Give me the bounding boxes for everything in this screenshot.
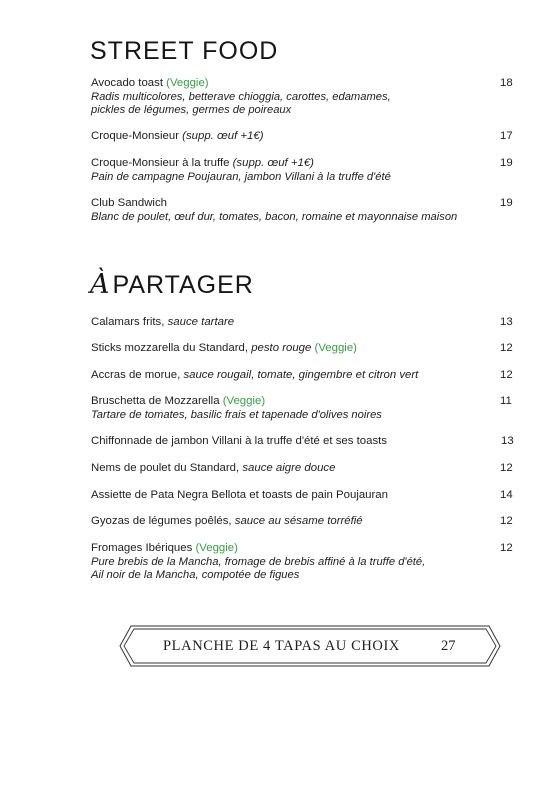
menu-item-sticks-mozzarella [91, 342, 515, 356]
item-name: Calamars frits, [91, 316, 165, 328]
item-note: sauce rougail, tomate, gingembre et citron vert [183, 369, 419, 381]
banner-label: PLANCHE DE 4 TAPAS AU CHOIX [163, 638, 400, 654]
veggie-tag: (Veggie) [222, 395, 266, 407]
menu-item-nems [91, 462, 515, 476]
item-name: Croque-Monsieur à la truffe [91, 157, 230, 169]
item-note: (supp. œuf +1€) [182, 130, 264, 142]
veggie-tag: (Veggie) [314, 342, 357, 354]
item-price: 17 [500, 130, 513, 142]
item-note: sauce aigre douce [242, 462, 336, 474]
item-description: Pain de campagne Poujauran, jambon Villani à la truffe d'été [91, 170, 391, 183]
menu-item-pata-negra [91, 489, 515, 503]
menu-item-accras [91, 369, 515, 383]
item-description: Radis multicolores, betterave chioggia, carottes, edamames, [91, 90, 391, 103]
item-price: 19 [500, 157, 513, 169]
menu-item-fromages [91, 542, 515, 583]
veggie-tag: (Veggie) [195, 542, 238, 554]
item-description: Blanc de poulet, œuf dur, tomates, bacon, romaine et mayonnaise maison [91, 210, 458, 223]
menu-item-gyozas [91, 515, 515, 529]
item-description: Tartare de tomates, basilic frais et tapenade d'olives noires [91, 408, 382, 421]
item-price: 18 [500, 77, 513, 89]
item-price: 12 [500, 515, 513, 527]
item-name: Sticks mozzarella du Standard, [91, 342, 249, 354]
item-name: Chiffonnade de jambon Villani à la truffe d'été et ses toasts [91, 435, 387, 447]
item-note: pesto rouge [251, 342, 312, 354]
menu-item-club-sandwich [91, 197, 515, 224]
item-price: 12 [500, 342, 513, 354]
item-price: 12 [500, 369, 513, 381]
item-description: Ail noir de la Mancha, compotée de figues [91, 569, 300, 581]
section-title-street-food: STREET FOOD [90, 37, 279, 65]
item-price: 13 [500, 316, 513, 328]
item-note: sauce au sésame torréfié [234, 515, 363, 527]
tapas-banner [119, 625, 501, 667]
item-description: pickles de légumes, germes de poireaux [91, 104, 292, 116]
title-accent-letter: À [90, 269, 111, 300]
menu-item-croque-monsieur [91, 130, 515, 144]
menu-item-calamars [91, 316, 515, 330]
item-name: Club Sandwich [91, 197, 167, 209]
veggie-tag: (Veggie) [166, 77, 209, 89]
menu-item-croque-truffe [91, 157, 515, 184]
item-name: Bruschetta de Mozzarella [91, 395, 220, 407]
item-name: Accras de morue, [91, 369, 181, 381]
item-price: 12 [500, 462, 513, 474]
banner-price: 27 [441, 638, 456, 654]
item-name: Fromages Ibériques [91, 542, 193, 554]
item-name: Gyozas de légumes poêlés, [91, 515, 232, 527]
item-price: 12 [500, 542, 513, 554]
item-price: 14 [500, 489, 513, 501]
menu-item-avocado-toast [91, 77, 515, 118]
item-name: Croque-Monsieur [91, 130, 179, 142]
item-price: 11 [500, 395, 512, 407]
item-description: Pure brebis de la Mancha, fromage de brebis affiné à la truffe d'été, [91, 555, 426, 568]
item-note: (supp. œuf +1€) [232, 157, 314, 169]
menu-item-chiffonnade [91, 435, 515, 449]
title-text: PARTAGER [112, 271, 254, 299]
section-title-a-partager [90, 271, 254, 298]
item-name: Assiette de Pata Negra Bellota et toasts de pain Poujauran [91, 489, 388, 501]
item-note: sauce tartare [167, 316, 235, 328]
item-name: Avocado toast [91, 77, 163, 89]
item-price: 19 [500, 197, 513, 209]
menu-item-bruschetta [91, 395, 515, 422]
item-name: Nems de poulet du Standard, [91, 462, 240, 474]
item-price: 13 [501, 435, 514, 447]
